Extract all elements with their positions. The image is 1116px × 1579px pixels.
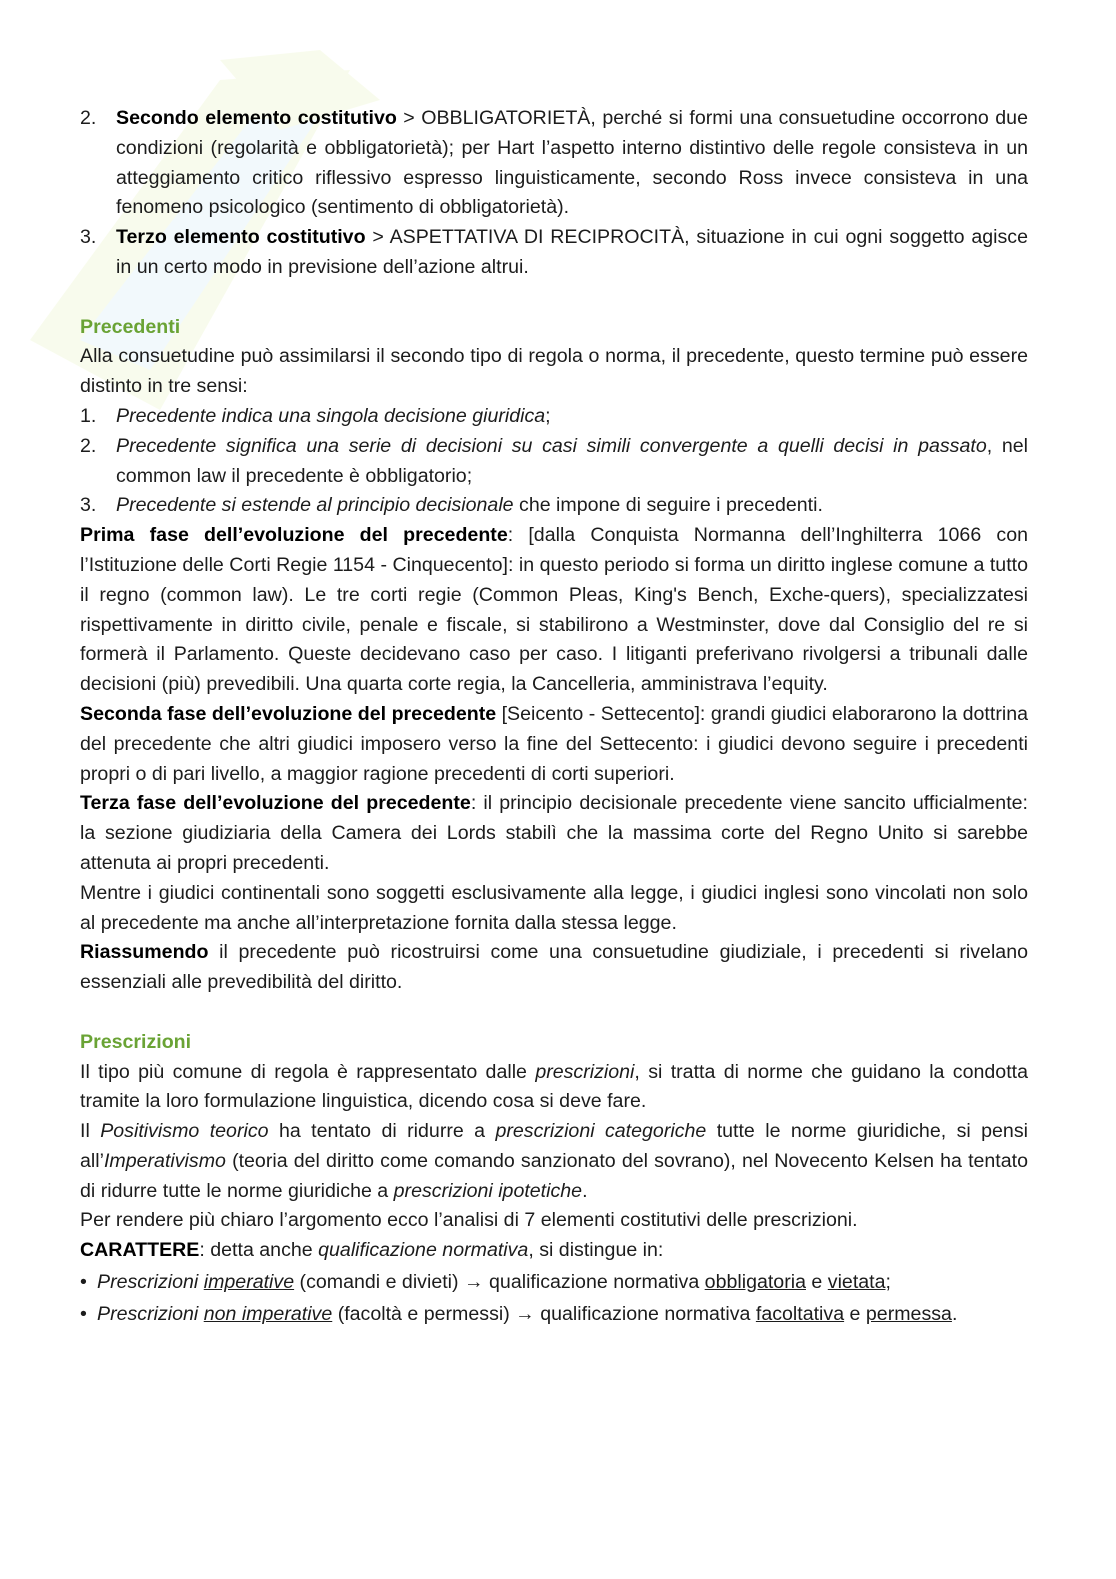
bold-term: Prima fase dell’evoluzione del precedente: [80, 524, 508, 547]
paragraph-fase3: [80, 789, 1028, 878]
paragraph-text: [Seicento - Settecento]: grandi giudici elaborarono la dottrina del precedente che altri giudici imposero verso la fine del Settecento: i giudici devono seguire i precedenti propri o di pari livello, a maggior ragione precedenti di corti superiori.: [80, 702, 1028, 785]
underlined-text: imperative: [203, 1271, 295, 1294]
list-text: > OBBLIGATORIETÀ, perché si formi una consuetudine occorrono due condizioni (regolarità e obbligatorietà); per Hart l’aspetto interno distintivo delle regole consisteva in un atteggiamento critico riflessivo espresso linguisticamente, secondo Ross invece consisteva in una fenomeno psicologico (sentimento di obbligatorietà).: [116, 107, 1028, 219]
paragraph-mentre: Mentre i giudici continentali sono soggetti esclusivamente alla legge, i giudici inglesi sono vincolati non solo al precedente ma anche all’interpretazione fornita dalla stessa legge.: [80, 881, 1028, 934]
underlined-text: facoltativa: [755, 1302, 845, 1325]
italic-text: prescrizioni: [535, 1060, 635, 1083]
bullet-icon: •: [80, 1302, 87, 1325]
italic-text: qualificazione normativa: [318, 1239, 529, 1262]
paragraph-text: tutte le norme giuridiche, si pensi all’: [80, 1120, 1028, 1172]
paragraph-fase2: [80, 700, 1028, 789]
italic-text: Precedente si estende al principio decisionale: [116, 494, 514, 517]
list-number: 3.: [80, 494, 97, 517]
paragraph-prescrizioni-2: [80, 1117, 1028, 1206]
list-item: [80, 491, 1028, 521]
bold-term: Terza fase dell’evoluzione del precedente: [80, 792, 471, 815]
list-number: 2.: [80, 434, 97, 457]
bullet-item: [80, 1268, 1028, 1298]
paragraph-text: ha tentato di ridurre a: [268, 1120, 496, 1143]
section-heading-precedenti: Precedenti: [80, 315, 181, 338]
list-item: [80, 432, 1028, 492]
bold-term: CARATTERE: [80, 1239, 200, 1262]
list-text: , nel common law il precedente è obbligatorio;: [116, 434, 1028, 487]
italic-text: Positivismo teorico: [100, 1120, 269, 1143]
paragraph-text: , si distingue in:: [528, 1239, 664, 1262]
paragraph-text: : [dalla Conquista Normanna dell’Inghilterra 1066 con l’Istituzione delle Corti Regie 1154 - Cinquecento]: in questo periodo si forma un diritto inglese comune a tutto il regno (common law). Le tre corti regie (Common Pleas, King's Bench, Exche-quers), specializzatesi rispettivamente in diritto civile, penale e fiscale, si stabilirono a Westminster, dove dal Consiglio del re si formerà il Parlamento. Queste decidevano caso per caso. I litiganti preferivano rivolgersi a tribunali dalle decisioni (più) prevedibili. Una quarta corte regia, la Cancelleria, amministrava l’equity.: [80, 524, 1028, 696]
list-text: ;: [545, 404, 551, 427]
list-number: 1.: [80, 404, 97, 427]
italic-text: prescrizioni ipotetiche: [393, 1179, 583, 1202]
underlined-text: permessa: [865, 1302, 952, 1325]
bold-term: Terzo elemento costitutivo: [116, 226, 366, 249]
bullet-icon: •: [80, 1271, 87, 1294]
document-page: [80, 104, 1028, 1330]
paragraph-text: .: [951, 1302, 958, 1325]
list-item: [80, 402, 1028, 432]
list-item: [80, 223, 1028, 283]
bold-term: Secondo elemento costitutivo: [116, 107, 397, 129]
underlined-text: vietata: [827, 1271, 886, 1294]
paragraph-text: : il principio decisionale precedente viene sancito ufficialmente: la sezione giudiziaria della Camera dei Lords stabilì che la massima corte del Regno Unito si sarebbe attenuta ai propri precedenti.: [80, 792, 1028, 874]
paragraph-fase1: [80, 521, 1028, 700]
bullet-item: [80, 1300, 1028, 1330]
paragraph-carattere: [80, 1236, 1028, 1266]
paragraph-text: ;: [885, 1271, 891, 1294]
list-number: 2.: [80, 107, 97, 129]
list-number: 3.: [80, 226, 97, 249]
list-text: > ASPETTATIVA DI RECIPROCITÀ, situazione in cui ogni soggetto agisce in un certo modo in previsione dell’azione altrui.: [116, 226, 1028, 278]
italic-text: Imperativismo: [103, 1149, 226, 1172]
italic-text: Prescrizioni: [97, 1302, 204, 1325]
list-item: [80, 104, 1028, 223]
paragraph-text: , si tratta di norme che guidano la condotta tramite la loro formulazione linguistica, dicendo cosa si deve fare.: [80, 1060, 1028, 1113]
italic-text: prescrizioni categoriche: [495, 1120, 707, 1143]
list-text: che impone di seguire i precedenti.: [513, 494, 823, 517]
paragraph-text: Il tipo più comune di regola è rappresentato dalle: [80, 1060, 536, 1083]
paragraph-text: Il: [80, 1120, 101, 1143]
paragraph-text: (facoltà e permessi) → qualificazione normativa: [332, 1302, 756, 1325]
bold-term: Seconda fase dell’evoluzione del precedente: [80, 702, 497, 725]
paragraph-intro: Alla consuetudine può assimilarsi il secondo tipo di regola o norma, il precedente, questo termine può essere distinto in tre sensi:: [80, 345, 1028, 398]
paragraph-text: il precedente può ricostruirsi come una consuetudine giudiziale, i precedenti si rivelano essenziali alle prevedibilità del diritto.: [80, 941, 1028, 994]
paragraph-text: e: [805, 1271, 828, 1294]
underlined-text: obbligatoria: [704, 1271, 806, 1294]
paragraph-text: .: [582, 1179, 588, 1202]
section-heading-prescrizioni: Prescrizioni: [80, 1030, 192, 1053]
paragraph-riassumendo: [80, 938, 1028, 998]
underlined-text: non imperative: [203, 1302, 333, 1325]
italic-text: Precedente indica una singola decisione giuridica: [116, 404, 546, 427]
paragraph-text: (comandi e divieti) → qualificazione normativa: [294, 1271, 705, 1294]
paragraph-text: : detta anche: [199, 1239, 319, 1262]
paragraph-text: e: [844, 1302, 866, 1325]
italic-text: Prescrizioni: [97, 1271, 204, 1294]
paragraph-prescrizioni-3: Per rendere più chiaro l’argomento ecco l’analisi di 7 elementi costitutivi delle prescrizioni.: [80, 1209, 858, 1232]
italic-text: Precedente significa una serie di decisioni su casi simili convergente a quelli decisi in passato: [116, 434, 987, 457]
paragraph-prescrizioni-1: [80, 1058, 1028, 1118]
bold-term: Riassumendo: [80, 941, 209, 964]
paragraph-text: (teoria del diritto come comando sanzionato del sovrano), nel Novecento Kelsen ha tentato di ridurre tutte le norme giuridiche a: [80, 1149, 1028, 1202]
